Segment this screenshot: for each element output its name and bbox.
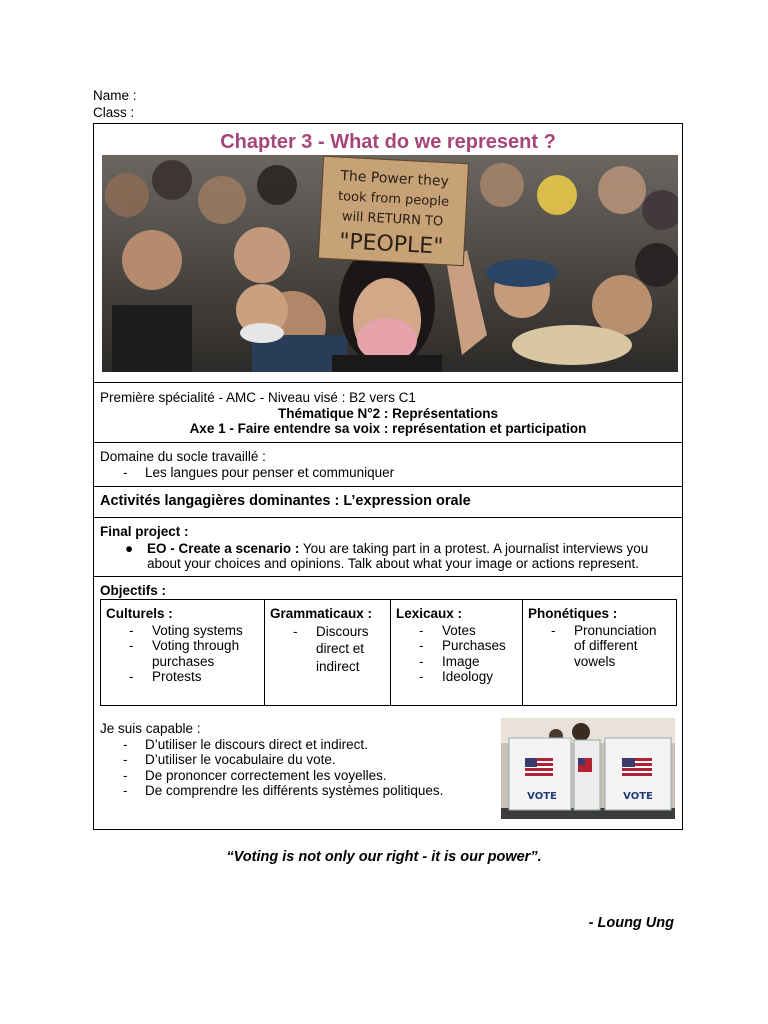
divider	[94, 576, 682, 577]
thematique-line: Thématique N°2 : Représentations	[278, 405, 498, 421]
objectif-column-lexicaux	[391, 600, 523, 705]
bullet-icon: ●	[125, 540, 134, 556]
divider	[94, 517, 682, 518]
name-label: Name :	[93, 88, 137, 103]
objectif-column-phonetiques	[523, 600, 676, 705]
list-item: - Purchases	[396, 638, 517, 654]
worksheet-frame	[93, 123, 683, 830]
student-info	[93, 87, 137, 121]
level-line: Première spécialité - AMC - Niveau visé : B2 vers C1	[100, 390, 416, 405]
protest-photo	[102, 155, 678, 372]
booth-vote-label: VOTE	[623, 791, 653, 802]
divider	[94, 486, 682, 487]
list-item: - D’utiliser le vocabulaire du vote.	[100, 752, 492, 768]
page-title: Chapter 3 - What do we represent ?	[220, 131, 556, 153]
sign-line-4: "PEOPLE"	[338, 229, 444, 260]
column-header: Lexicaux :	[396, 606, 463, 621]
list-item: - Pronunciation of different vowels	[528, 623, 671, 670]
final-project-task: EO - Create a scenario :	[147, 540, 300, 556]
sign-line-3: will RETURN TO	[341, 209, 444, 230]
divider	[94, 382, 682, 383]
final-project-section	[100, 524, 676, 572]
list-item: - Ideology	[396, 669, 517, 685]
list-item: - Les langues pour penser et communiquer	[100, 465, 676, 481]
objectif-column-culturels	[101, 600, 265, 705]
booth-vote-label: VOTE	[527, 791, 557, 802]
activites-heading: Activités langagières dominantes : L’expression orale	[100, 493, 471, 509]
list-item: - De comprendre les différents systèmes politiques.	[100, 783, 492, 799]
sign-line-1: The Power they	[340, 168, 450, 190]
voting-booths-photo	[501, 718, 675, 819]
quote: “Voting is not only our right - it is our power”.	[226, 849, 542, 865]
column-header: Grammaticaux :	[270, 606, 373, 621]
list-item: - Voting systems	[106, 623, 259, 639]
capable-list	[100, 737, 492, 799]
axe-line: Axe 1 - Faire entendre sa voix : représentation et participation	[189, 421, 587, 436]
final-project-text: You are taking part in a protest. A journalist interviews you about your choices and opinions. Talk about what your image or actions represent.	[147, 540, 649, 571]
objectif-column-grammaticaux	[265, 600, 391, 705]
final-project-label: Final project :	[100, 524, 189, 539]
objectifs-table	[100, 599, 677, 706]
final-project-bullet	[100, 541, 676, 572]
column-header: Culturels :	[106, 606, 173, 621]
socle-section	[100, 449, 676, 480]
level-section	[100, 390, 676, 437]
quote-author: - Loung Ung	[588, 915, 674, 931]
socle-list	[100, 465, 676, 481]
divider	[94, 442, 682, 443]
list-item: - Protests	[106, 669, 259, 685]
capable-label: Je suis capable :	[100, 721, 201, 736]
list-item: - D’utiliser le discours direct et indirect.	[100, 737, 492, 753]
capable-section	[100, 721, 492, 799]
list-item: - Votes	[396, 623, 517, 639]
socle-label: Domaine du socle travaillé :	[100, 449, 266, 464]
class-label: Class :	[93, 105, 135, 120]
list-item: - De prononcer correctement les voyelles.	[100, 768, 492, 784]
column-header: Phonétiques :	[528, 606, 618, 621]
list-item: - Voting through purchases	[106, 638, 259, 669]
objectifs-label: Objectifs :	[100, 583, 167, 598]
list-item: - Image	[396, 654, 517, 670]
sign-line-2: took from people	[337, 189, 450, 210]
list-item: - Discours direct et indirect	[270, 623, 385, 676]
